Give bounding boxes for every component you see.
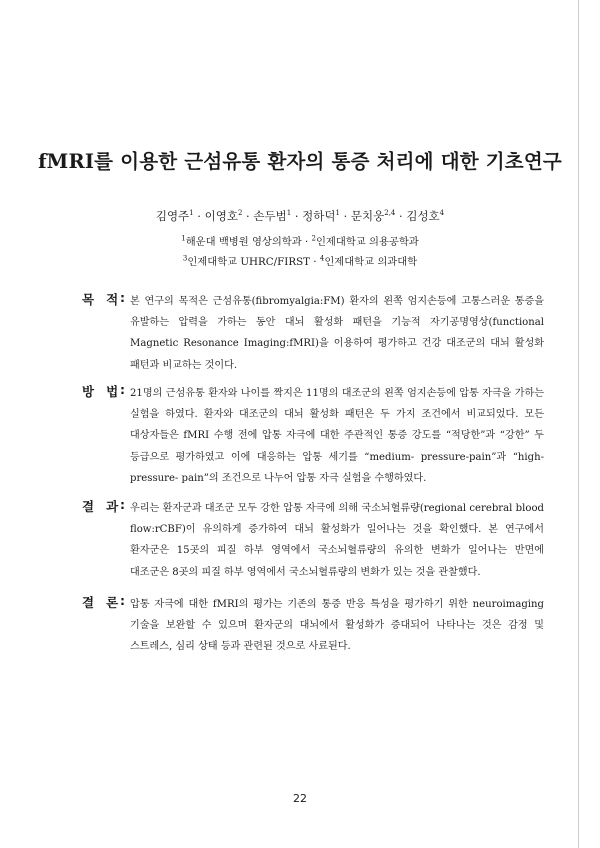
section-label-char: 론 [106, 595, 119, 610]
section-colon: : [120, 290, 125, 305]
author-affiliation-mark: 1 [335, 209, 340, 218]
affiliation-line-2 [0, 253, 600, 268]
affiliation-line-1 [0, 233, 600, 248]
paper-title: fMRI를 이용한 근섬유통 환자의 통증 처리에 대한 기초연구 [38, 150, 562, 173]
author-separator: · [291, 209, 303, 223]
author-name: 손두범 [253, 209, 287, 223]
author-name: 김영주 [155, 209, 190, 223]
affiliation-mark: 2 [311, 234, 316, 243]
section-purpose [82, 291, 546, 381]
author-separator: · [395, 209, 407, 223]
author-affiliation-mark: 2,4 [384, 209, 396, 218]
section-label-char: 적 [106, 292, 119, 307]
section-body: 본 연구의 목적은 근섬유통(fibromyalgia:FM) 환자의 왼쪽 엄지손등에 고통스러운 통증을 유발하는 압력을 가하는 동안 대뇌 활성화 패턴을 기능적 자기공명영상(functional Magnetic Resonance Imaging:fMRI)을 이용하여 평가하고 건강 대조군의 대뇌 활성화 패턴과 비교하는 것이다. [130, 296, 544, 371]
section-conclusion [82, 594, 546, 664]
section-label-char: 결 [82, 499, 107, 514]
page-number: 22 [293, 792, 307, 805]
author-name: 김성호 [406, 209, 440, 223]
author-separator: · [339, 209, 351, 223]
author-name: 정하덕 [302, 209, 336, 223]
section-body: 우리는 환자군과 대조군 모두 강한 압통 자극에 의해 국소뇌혈류량(regional cerebral blood flow:rCBF)이 유의하게 증가하여 대뇌 활성화가 일어나는 것을 확인했다. 본 연구에서 환자군은 15곳의 피질 하부 영역에서 국소뇌혈류량의 유의한 변화가 일어나는 반면에 대조군은 8곳의 피질 하부 영역에서 국소뇌혈류량의 변화가 있는 것을 관찰했다. [130, 503, 544, 578]
section-label-char: 법 [106, 384, 119, 399]
affiliation-text: 인제대학교 의과대학 [324, 256, 418, 268]
author-separator: · [242, 209, 254, 223]
section-label-char: 과 [106, 499, 119, 514]
section-body: 21명의 근섬유통 환자와 나이를 짝지은 11명의 대조군의 왼쪽 엄지손등에 압통 자극을 가하는 실험을 하였다. 환자와 대조군의 대뇌 활성화 패턴은 두 가지 조건에서 비교되었다. 모든 대상자들은 fMRI 수행 전에 압통 자극에 대한 주관적인 통증 강도를 “적당한”과 “강한” 두 등급으로 평가하였고 이에 대응하는 압통 세기를 “medium- pressure-pain”과 “high-pressure- pain”의 조건으로 나누어 압통 자극 실험을 수행하였다. [130, 388, 544, 484]
author-affiliation-mark: 2 [237, 209, 243, 218]
author-separator: · [193, 209, 205, 223]
section-label-char: 목 [82, 292, 107, 307]
section-colon: : [120, 593, 125, 608]
section-results [82, 498, 546, 588]
author-affiliation-mark: 1 [286, 209, 292, 218]
section-colon: : [120, 497, 125, 512]
section-label-char: 방 [82, 384, 107, 399]
author-name: 문치웅 [350, 209, 385, 223]
affiliation-separator: · [301, 236, 312, 248]
author-affiliation-mark: 4 [439, 209, 445, 218]
affiliation-text: 인제대학교 UHRC/FIRST [187, 256, 311, 268]
author-list [0, 208, 600, 224]
affiliation-mark: 4 [319, 254, 325, 263]
section-body: 압통 자극에 대한 fMRI의 평가는 기존의 통증 반응 특성을 평가하기 위한 neuroimaging 기술을 보완할 수 있으며 환자군의 대뇌에서 활성화가 증대되어 나타나는 것은 감정 및 스트레스, 심리 상태 등과 관련된 것으로 사료된다. [130, 599, 544, 653]
affiliation-mark: 3 [182, 254, 188, 263]
affiliation-text: 인제대학교 의용공학과 [315, 236, 419, 248]
affiliation-separator: · [310, 256, 320, 268]
author-name: 이영호 [204, 209, 238, 223]
section-label-char: 결 [82, 595, 107, 610]
affiliation-text: 해운대 백병원 영상의학과 [185, 236, 302, 248]
section-colon: : [120, 382, 125, 397]
author-affiliation-mark: 1 [189, 209, 194, 218]
section-method [82, 383, 546, 493]
affiliation-mark: 1 [181, 234, 186, 243]
page-edge-line [578, 0, 579, 848]
